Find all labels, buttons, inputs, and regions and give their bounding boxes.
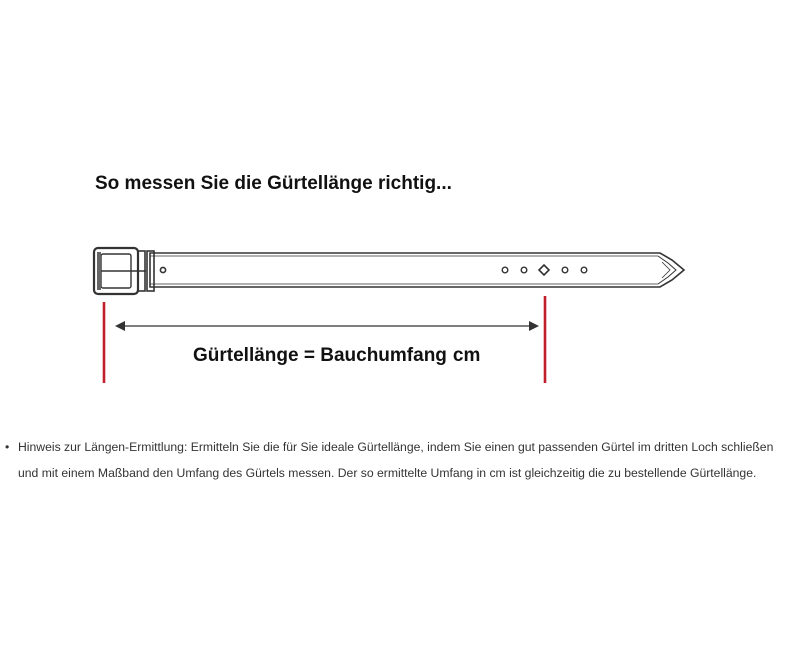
measurement-note-text: Hinweis zur Längen-Ermittlung: Ermitteln Sie die für Sie ideale Gürtellänge, indem Sie einen gut passenden Gürtel im dritten Loch schließen und mit einem Maßband den Umfang des Gürtels messen. Der so ermittelte Umfang in cm ist gleichzeitig die zu bestellende Gürtellänge. [18, 440, 774, 480]
measurement-note [5, 434, 793, 486]
bullet-icon: • [5, 440, 10, 454]
measurement-note-list [5, 434, 793, 486]
belt-strap [150, 253, 684, 287]
measurement-arrow [115, 321, 539, 331]
length-formula [193, 345, 480, 367]
page-title: So messen Sie die Gürtellänge richtig... [95, 173, 452, 194]
formula-text: Gürtellänge = Bauchumfang [193, 345, 447, 366]
belt-holes [502, 265, 587, 275]
formula-unit: cm [452, 345, 481, 366]
